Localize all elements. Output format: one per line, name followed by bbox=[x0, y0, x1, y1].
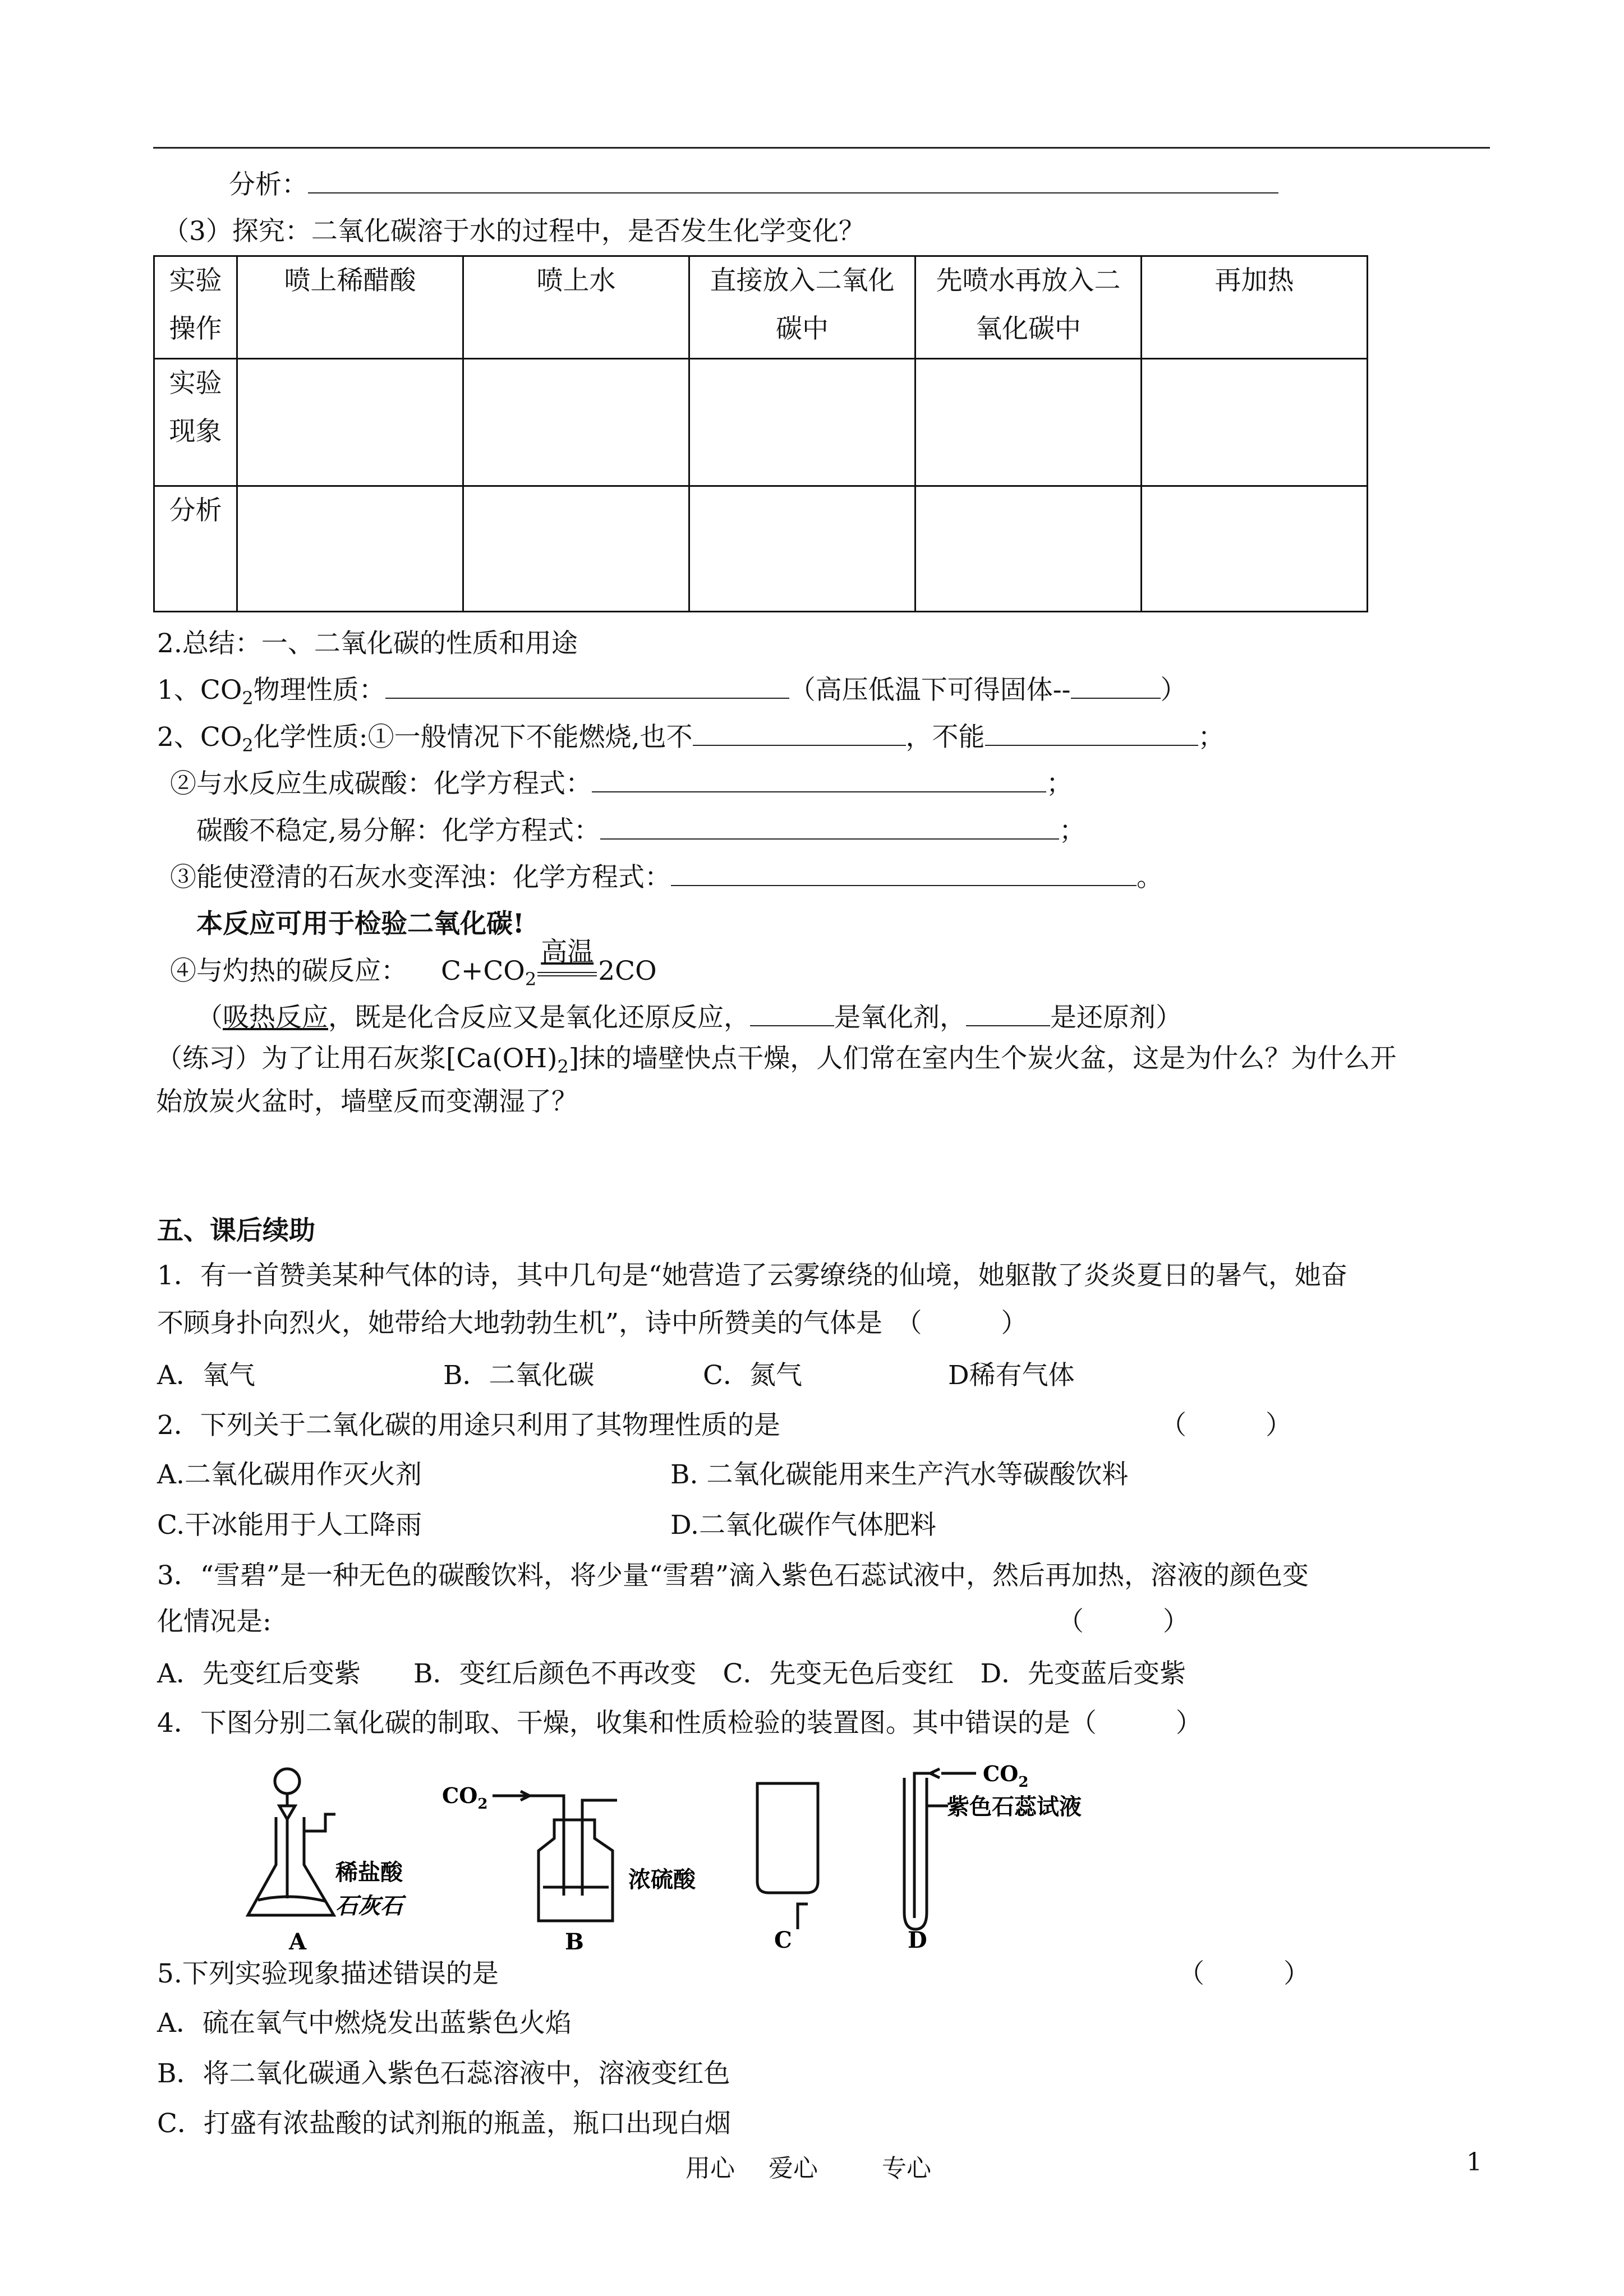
header-cell: 先喷水再放入二 氧化碳中 bbox=[915, 256, 1142, 359]
q2-option-c[interactable]: C.干冰能用于人工降雨 bbox=[157, 1510, 422, 1541]
fig-label-b: B bbox=[565, 1929, 584, 1952]
summary-line-1: 1、$CO_2$物理性质： （高压低温下可得固体-- ） bbox=[157, 675, 1187, 709]
fig-label-a: A bbox=[289, 1929, 307, 1952]
blank[interactable] bbox=[600, 816, 1059, 840]
page-number: 1 bbox=[1466, 2148, 1482, 2177]
row-label-phenomenon: 实验 现象 bbox=[154, 359, 237, 486]
row-label-operation: 实验 操作 bbox=[154, 256, 237, 359]
blank[interactable] bbox=[750, 1003, 834, 1026]
q3-title: （3）探究：二氧化碳溶于水的过程中，是否发生化学变化？ bbox=[163, 216, 865, 247]
q1-option-a[interactable]: A．氧气 bbox=[157, 1360, 255, 1391]
footer-word-1: 用心 bbox=[686, 2154, 735, 2183]
q5-option-a[interactable]: A．硫在氧气中燃烧发出蓝紫色火焰 bbox=[157, 2008, 572, 2039]
footer-word-2: 爱心 bbox=[769, 2154, 818, 2183]
fig-label-conc: 浓硫酸 bbox=[628, 1866, 696, 1893]
apparatus-figure bbox=[236, 1761, 1161, 1952]
q5-text: 5.下列实验现象描述错误的是 bbox=[157, 1958, 499, 1989]
q1-option-d[interactable]: D稀有气体 bbox=[948, 1360, 1075, 1391]
answer-cell[interactable] bbox=[1142, 486, 1368, 612]
blank[interactable] bbox=[385, 675, 789, 699]
q1-option-c[interactable]: C．氮气 bbox=[703, 1360, 802, 1391]
answer-cell[interactable] bbox=[237, 486, 463, 612]
header-cell: 喷上稀醋酸 bbox=[237, 256, 463, 359]
blank[interactable] bbox=[693, 722, 906, 746]
fig-label-c: C bbox=[774, 1927, 792, 1952]
header-cell: 再加热 bbox=[1142, 256, 1368, 359]
fig-label-litmus: 紫色石蕊试液 bbox=[947, 1794, 1082, 1820]
reaction-condition: 高温 bbox=[536, 955, 598, 988]
q2-answer-paren[interactable]: （ ） bbox=[1160, 1410, 1292, 1441]
fig-co2-b: $CO_2$ bbox=[442, 1783, 488, 1813]
answer-cell[interactable] bbox=[237, 359, 463, 486]
blank[interactable] bbox=[985, 722, 1198, 746]
q2-option-b[interactable]: B. 二氧化碳能用来生产汽水等碳酸饮料 bbox=[670, 1459, 1129, 1490]
summary-title: 2.总结：一、二氧化碳的性质和用途 bbox=[157, 628, 578, 659]
summary-line-7: ④与灼热的碳反应： $C+CO_2$ 高温 2CO bbox=[170, 937, 657, 990]
apparatus-d bbox=[904, 1769, 976, 1929]
fig-label-stone: 石灰石 bbox=[335, 1893, 403, 1919]
answer-cell[interactable] bbox=[915, 359, 1142, 486]
apparatus-b bbox=[493, 1791, 617, 1921]
exercise-line-1: （练习）为了让用石灰浆$[Ca(OH)_2]$抹的墙壁快点干燥，人们常在室内生个炭火盆，这是为什么？为什么开 bbox=[156, 1043, 1397, 1077]
fig-label-d: D bbox=[908, 1927, 927, 1952]
q4-text: 4．下图分别二氧化碳的制取、干燥，收集和性质检验的装置图。其中错误的是（ ） bbox=[157, 1708, 1202, 1739]
q3-options[interactable]: A．先变红后变紫 B．变红后颜色不再改变 C．先变无色后变红 D．先变蓝后变紫 bbox=[157, 1658, 1186, 1689]
answer-cell[interactable] bbox=[1142, 359, 1368, 486]
q3-line-2: 化情况是: bbox=[157, 1606, 272, 1637]
answer-cell[interactable] bbox=[463, 486, 689, 612]
blank[interactable] bbox=[1071, 675, 1161, 699]
summary-line-5: ③能使澄清的石灰水变浑浊：化学方程式： 。 bbox=[170, 862, 1163, 893]
apparatus-a bbox=[248, 1769, 335, 1915]
apparatus-c bbox=[757, 1783, 818, 1929]
section5-title: 五、课后续助 bbox=[157, 1215, 315, 1246]
summary-note: 本反应可用于检验二氧化碳! bbox=[196, 909, 525, 939]
header-cell: 直接放入二氧化 碳中 bbox=[689, 256, 915, 359]
answer-blank[interactable] bbox=[308, 170, 1278, 193]
blank[interactable] bbox=[592, 769, 1046, 792]
analysis-line bbox=[229, 168, 1278, 202]
footer-word-3: 专心 bbox=[882, 2154, 931, 2183]
summary-line-4: 碳酸不稳定,易分解：化学方程式： ； bbox=[196, 815, 1085, 846]
q3-answer-paren[interactable]: （ ） bbox=[1057, 1606, 1189, 1637]
header-rule bbox=[153, 147, 1490, 149]
fig-co2-d: $CO_2$ bbox=[983, 1761, 1029, 1791]
q5-answer-paren[interactable]: （ ） bbox=[1178, 1958, 1310, 1989]
answer-cell[interactable] bbox=[689, 486, 915, 612]
summary-line-3: ②与水反应生成碳酸：化学方程式： ； bbox=[170, 768, 1073, 799]
q1-line-1: 1．有一首赞美某种气体的诗，其中几句是“她营造了云雾缭绕的仙境，她躯散了炎炎夏日的暑气，她奋 bbox=[157, 1260, 1347, 1291]
q3-line-1: 3．“雪碧”是一种无色的碳酸饮料，将少量“雪碧”滴入紫色石蕊试液中，然后再加热，溶液的颜色变 bbox=[157, 1560, 1309, 1591]
exercise-line-2: 始放炭火盆时，墙壁反而变潮湿了？ bbox=[156, 1086, 578, 1117]
answer-cell[interactable] bbox=[463, 359, 689, 486]
analysis-label: 分析： bbox=[229, 169, 308, 200]
q1-option-b[interactable]: B．二氧化碳 bbox=[443, 1360, 595, 1391]
summary-line-2: 2、$CO_2$化学性质:①一般情况下不能燃烧,也不 ，不能 ； bbox=[157, 722, 1225, 756]
answer-cell[interactable] bbox=[915, 486, 1142, 612]
blank[interactable] bbox=[671, 863, 1137, 886]
q5-option-c[interactable]: C．打盛有浓盐酸的试剂瓶的瓶盖，瓶口出现白烟 bbox=[157, 2108, 731, 2139]
q2-text: 2．下列关于二氧化碳的用途只利用了其物理性质的是 bbox=[157, 1410, 780, 1441]
experiment-table bbox=[153, 255, 1368, 612]
q5-option-b[interactable]: B．将二氧化碳通入紫色石蕊溶液中，溶液变红色 bbox=[157, 2058, 730, 2089]
row-label-analysis: 分析 bbox=[154, 486, 237, 612]
blank[interactable] bbox=[966, 1003, 1050, 1026]
fig-label-acid: 稀盐酸 bbox=[335, 1859, 403, 1885]
q2-option-a[interactable]: A.二氧化碳用作灭火剂 bbox=[157, 1459, 422, 1490]
header-cell: 喷上水 bbox=[463, 256, 689, 359]
summary-line-8: （吸热反应，既是化合反应又是氧化还原反应， 是氧化剂， 是还原剂） bbox=[196, 1002, 1182, 1033]
answer-cell[interactable] bbox=[689, 359, 915, 486]
q2-option-d[interactable]: D.二氧化碳作气体肥料 bbox=[670, 1510, 936, 1541]
q1-line-2: 不顾身扑向烈火，她带给大地勃勃生机”，诗中所赞美的气体是 （ ） bbox=[157, 1308, 1028, 1339]
